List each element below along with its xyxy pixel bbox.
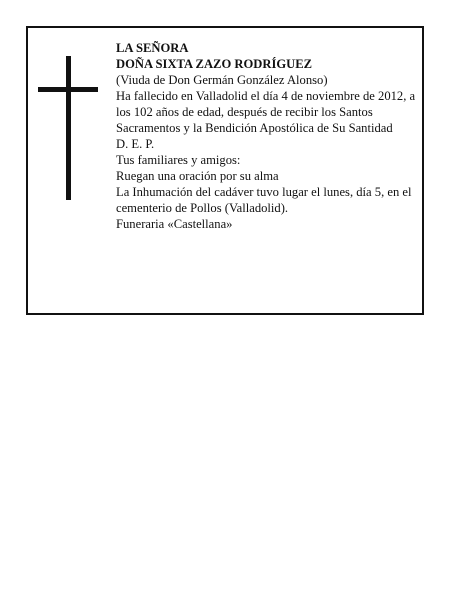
cross-vertical-bar [66, 56, 71, 200]
funeral-home-line: Funeraria «Castellana» [116, 217, 233, 231]
prayer-line: Ruegan una oración por su alma [116, 169, 279, 183]
notice-text [116, 40, 422, 232]
deceased-name: DOÑA SIXTA ZAZO RODRÍGUEZ [116, 57, 313, 71]
cross-icon [38, 56, 98, 200]
burial-paragraph: La Inhumación del cadáver tuvo lugar el lunes, día 5, en el cementerio de Pollos (Valladolid). [116, 185, 412, 215]
rip-line: D. E. P. [116, 137, 155, 151]
family-line: Tus familiares y amigos: [116, 153, 241, 167]
death-paragraph: Ha fallecido en Valladolid el día 4 de noviembre de 2012, a los 102 años de edad, después de recibir los Santos Sacramentos y la Bendición Apostólica de Su Santidad [116, 89, 416, 135]
cross-horizontal-bar [38, 87, 98, 92]
obituary-notice [26, 26, 424, 315]
title-line-1: LA SEÑORA [116, 41, 189, 55]
widow-line: (Viuda de Don Germán González Alonso) [116, 73, 328, 87]
